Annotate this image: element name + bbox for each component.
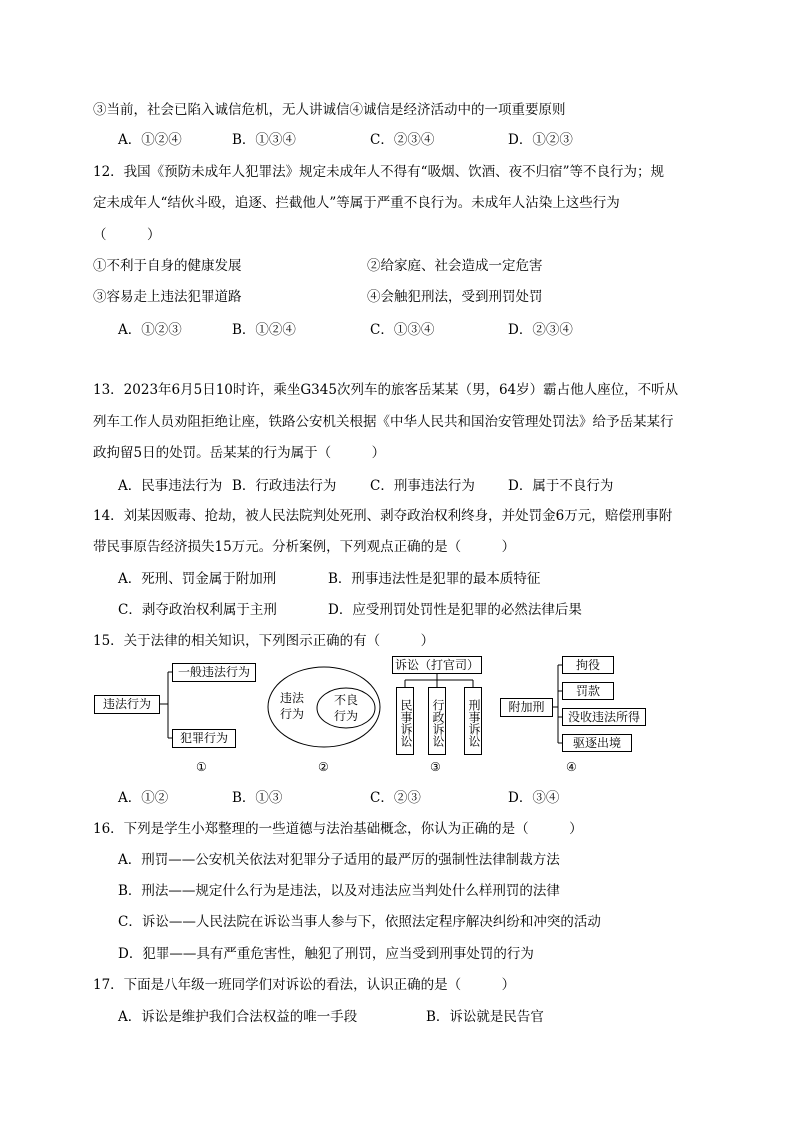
q11-option-c: C．②③④ xyxy=(370,132,435,148)
q13-option-c: C．刑事违法行为 xyxy=(370,478,475,494)
q11-option-a: A．①②④ xyxy=(118,132,182,148)
q12-item-4: ④会触犯刑法，受到刑罚处罚 xyxy=(367,289,543,305)
q14-option-d: D．应受刑罚处罚性是犯罪的必然法律后果 xyxy=(328,602,582,618)
q14-option-b: B．刑事违法性是犯罪的最本质特征 xyxy=(328,571,541,587)
d4-root-box: 附加刑 xyxy=(500,698,553,717)
q15-option-b: B．①③ xyxy=(232,790,283,806)
q12-answer-blank: （ ） xyxy=(93,227,161,243)
q17-option-a: A．诉讼是维护我们合法权益的唯一手段 xyxy=(118,1009,358,1025)
q12-option-a: A．①②③ xyxy=(118,322,182,338)
q15-stem: 15．关于法律的相关知识，下列图示正确的有（ ） xyxy=(93,633,435,649)
d3-administrative-box: 行政诉讼 xyxy=(428,687,446,755)
q13-stem-line1: 13．2023年6月5日10时许，乘坐G345次列车的旅客岳某某（男，64岁）霸占他人座位，不听从 xyxy=(93,382,679,398)
q12-item-2: ②给家庭、社会造成一定危害 xyxy=(367,258,543,274)
q17-option-b: B．诉讼就是民告官 xyxy=(426,1009,544,1025)
d3-number: ③ xyxy=(430,760,441,774)
q16-stem: 16．下列是学生小郑整理的一些道德与法治基础概念，你认为正确的是（ ） xyxy=(93,821,583,837)
q12-item-1: ①不利于自身的健康发展 xyxy=(93,258,242,274)
d4-fine-box: 罚款 xyxy=(562,682,614,700)
q12-option-b: B．①②④ xyxy=(232,322,296,338)
d4-deportation-box: 驱逐出境 xyxy=(562,734,632,752)
q13-option-d: D．属于不良行为 xyxy=(508,478,614,494)
d3-criminal-box: 刑事诉讼 xyxy=(464,687,482,755)
d1-number: ① xyxy=(196,760,207,774)
d3-civil-box: 民事诉讼 xyxy=(396,687,414,755)
q14-stem-line2: 带民事原告经济损失15万元。分析案例，下列观点正确的是（ ） xyxy=(93,539,516,555)
d2-outer-label: 违法行为 xyxy=(280,691,305,721)
q12-option-d: D．②③④ xyxy=(508,322,573,338)
q15-option-c: C．②③ xyxy=(370,790,421,806)
d3-root-box: 诉讼（打官司） xyxy=(392,656,482,674)
q16-option-c: C．诉讼——人民法院在诉讼当事人参与下，依照法定程序解决纠纷和冲突的活动 xyxy=(118,914,601,930)
q14-stem-line1: 14．刘某因贩毒、抢劫，被人民法院判处死刑、剥夺政治权利终身，并处罚金6万元，赔偿刑事附 xyxy=(93,508,673,524)
q16-option-a: A．刑罚——公安机关依法对犯罪分子适用的最严厉的强制性法律制裁方法 xyxy=(118,852,560,868)
q14-option-c: C．剥夺政治权利属于主刑 xyxy=(118,602,277,618)
q13-option-b: B．行政违法行为 xyxy=(232,478,337,494)
q12-stem-line2: 定未成年人“结伙斗殴，追逐、拦截他人”等属于严重不良行为。未成年人沾染上这些行为 xyxy=(93,195,620,211)
q15-option-d: D．③④ xyxy=(508,790,560,806)
q14-option-a: A．死刑、罚金属于附加刑 xyxy=(118,571,277,587)
q17-stem: 17．下面是八年级一班同学们对诉讼的看法，认识正确的是（ ） xyxy=(93,977,516,993)
d1-general-violation-box: 一般违法行为 xyxy=(172,663,256,682)
q13-option-a: A．民事违法行为 xyxy=(118,478,223,494)
d2-number: ② xyxy=(318,760,329,774)
d1-root-box: 违法行为 xyxy=(94,695,160,714)
d4-confiscation-box: 没收违法所得 xyxy=(562,708,646,726)
q12-option-c: C．①③④ xyxy=(370,322,435,338)
d1-crime-box: 犯罪行为 xyxy=(172,729,236,748)
d4-number: ④ xyxy=(566,760,577,774)
q13-stem-line2: 列车工作人员劝阻拒绝让座，铁路公安机关根据《中华人民共和国治安管理处罚法》给予岳某某行 xyxy=(93,414,674,430)
q11-option-b: B．①③④ xyxy=(232,132,296,148)
q16-option-b: B．刑法——规定什么行为是违法，以及对违法应当判处什么样刑罚的法律 xyxy=(118,883,560,899)
q16-option-d: D．犯罪——具有严重危害性，触犯了刑罚，应当受到刑事处罚的行为 xyxy=(118,946,534,962)
q13-stem-line3: 政拘留5日的处罚。岳某某的行为属于（ ） xyxy=(93,445,386,461)
q12-stem-line1: 12．我国《预防未成年人犯罪法》规定未成年人不得有“吸烟、饮酒、夜不归宿”等不良行为；规 xyxy=(93,164,664,180)
q11-statement-3-4: ③当前，社会已陷入诚信危机，无人讲诚信④诚信是经济活动中的一项重要原则 xyxy=(93,102,566,118)
q11-option-d: D．①②③ xyxy=(508,132,573,148)
d4-detention-box: 拘役 xyxy=(562,656,614,674)
q15-option-a: A．①② xyxy=(118,790,169,806)
q12-item-3: ③容易走上违法犯罪道路 xyxy=(93,289,242,305)
d2-inner-label: 不良行为 xyxy=(333,693,358,723)
